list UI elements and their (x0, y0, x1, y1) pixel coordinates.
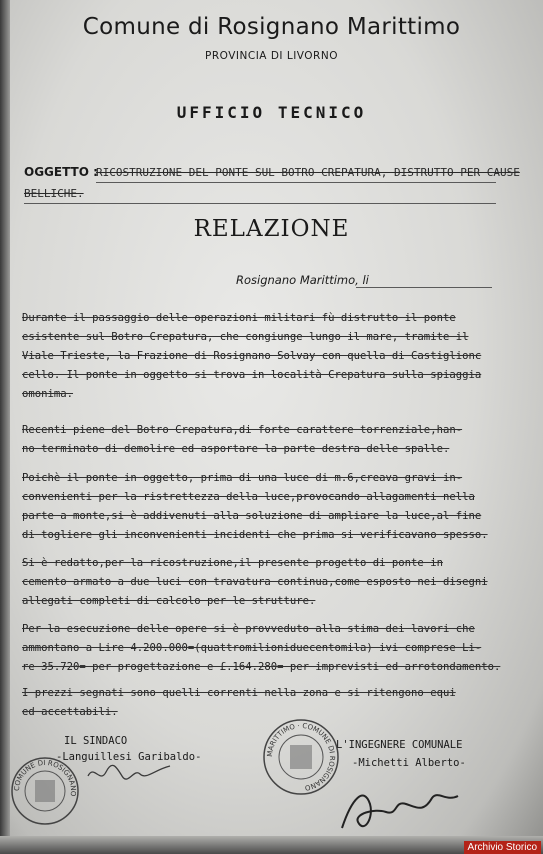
date-blank-rule (356, 287, 492, 288)
body-line: di togliere gli inconvenienti incidenti che prima si verificavano spesso. (22, 529, 488, 541)
subject-line-1: RICOSTRUZIONE DEL PONTE SUL BOTRO CREPATURA, DISTRUTTO PER CAUSE (96, 166, 520, 179)
svg-text:MARITTIMO · COMUNE DI ROSIGNAN: MARITTIMO · COMUNE DI ROSIGNANO (265, 721, 337, 792)
engineer-name: -Michetti Alberto- (352, 757, 466, 769)
subject-rule-2 (24, 203, 496, 204)
body-line: Viale Trieste, la Frazione di Rosignano Solvay con quella di Castiglionc (22, 350, 482, 362)
page-edge-shadow (0, 0, 10, 854)
body-line: I prezzi segnati sono quelli correnti nella zona e si ritengono equi (22, 687, 456, 699)
body-line: omonima. (22, 388, 74, 400)
municipal-stamp-left (10, 756, 80, 826)
engineer-signature (334, 778, 464, 840)
subject-line-2: BELLICHE. (24, 187, 84, 200)
place-date-line: Rosignano Marittimo, li (236, 273, 369, 287)
body-line: Per la esecuzione delle opere si è provveduto alla stima dei lavori che (22, 623, 475, 635)
body-line: allegati completi di calcolo per le strutture. (22, 595, 316, 607)
body-line: convenienti per la ristrettezza della luce,provocando allagamenti nella (22, 491, 475, 503)
body-line: Durante il passaggio delle operazioni militari fù distrutto il ponte (22, 312, 456, 324)
archive-watermark-badge: Archivio Storico (464, 841, 541, 854)
body-line: Poichè il ponte in oggetto, prima di una luce di m.6,creava gravi in- (22, 472, 463, 484)
body-line: cello. Il ponte in oggetto si trova in località Crepatura sulla spiaggia (22, 369, 482, 381)
body-line: parte a monte,si è addivenuti alla soluzione di ampliare la luce,al fine (22, 510, 482, 522)
mayor-signature (84, 758, 174, 788)
subject-label: OGGETTO : (24, 165, 98, 179)
svg-text:COMUNE DI ROSIGNANO: COMUNE DI ROSIGNANO (12, 758, 78, 797)
body-line: Si è redatto,per la ricostruzione,il presente progetto di ponte in (22, 557, 443, 569)
body-line: re 35.720= per progettazione e £.164.280= per imprevisti ed arrotondamento. (22, 661, 501, 673)
municipality-title: Comune di Rosignano Marittimo (82, 14, 461, 40)
province-subtitle: PROVINCIA DI LIVORNO (205, 50, 338, 62)
mayor-name: -Languillesi Garibaldo- (56, 751, 202, 763)
body-line: cemento armato a due luci con travatura continua,come esposto nei disegni (22, 576, 488, 588)
mayor-title: IL SINDACO (64, 735, 128, 747)
office-heading: UFFICIO TECNICO (176, 103, 367, 122)
body-line: Recenti piene del Botro Crepatura,di forte carattere torrenziale,han- (22, 424, 463, 436)
body-line: ed accettabili. (22, 706, 118, 718)
municipal-stamp-center (262, 718, 340, 796)
document-heading: RELAZIONE (193, 216, 350, 242)
body-line: ammontano a Lire 4.200.000=(quattromilioniduecentomila) ivi comprese Li- (22, 642, 482, 654)
engineer-title: L'INGEGNERE COMUNALE (336, 739, 463, 751)
subject-rule-1 (96, 182, 496, 183)
body-line: esistente sul Botro Crepatura, che congiunge lungo il mare, tramite il (22, 331, 469, 343)
body-line: no terminato di demolire ed asportare la parte destra delle spalle. (22, 443, 450, 455)
